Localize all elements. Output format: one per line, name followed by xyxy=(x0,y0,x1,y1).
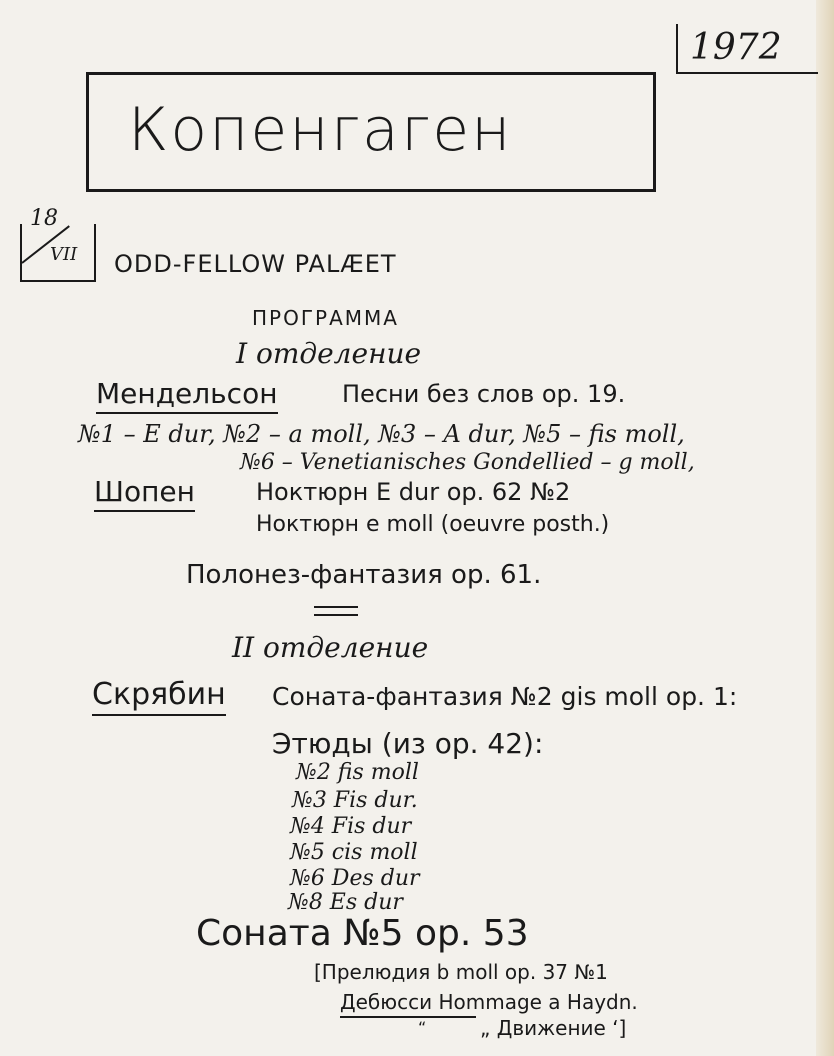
part2-heading: II отделение xyxy=(232,631,429,664)
mendelssohn-numbers-1: №1 – E dur, №2 – a moll, №3 – A dur, №5 – fis moll, xyxy=(78,420,685,448)
etude-item: №4 Fis dur xyxy=(290,814,412,839)
debussy-underline xyxy=(340,1016,476,1018)
mendelssohn-numbers-2: №6 – Venetianisches Gondellied – g moll, xyxy=(240,450,695,475)
chopin-polonaise: Полонез-фантазия op. 61. xyxy=(186,560,542,590)
work-songs-without-words: Песни без слов op. 19. xyxy=(342,380,626,408)
city-title: Копенгаген xyxy=(128,95,513,165)
composer-mendelssohn: Мендельсон xyxy=(96,380,278,408)
scriabin-sonata-fantasy: Соната-фантазия №2 gis moll op. 1: xyxy=(272,682,738,711)
scriabin-sonata-5: Соната №5 op. 53 xyxy=(196,913,529,954)
part1-heading: I отделение xyxy=(236,337,422,370)
encore-mouvement: „ Движение ‘] xyxy=(480,1016,627,1040)
etude-item: №3 Fis dur. xyxy=(292,788,418,813)
etude-item: №5 cis moll xyxy=(290,840,418,865)
composer-scriabin: Скрябин xyxy=(92,680,226,710)
etude-item: №6 Des dur xyxy=(290,866,420,891)
separator-line-1 xyxy=(314,606,358,608)
etude-item: №8 Es dur xyxy=(288,890,403,915)
ditto-mark: “ xyxy=(418,1018,427,1037)
encore-debussy: Дебюсси Hommage a Haydn. xyxy=(340,990,638,1014)
separator-line-2 xyxy=(314,614,358,616)
chopin-nocturne-2: Ноктюрн e moll (oeuvre posth.) xyxy=(256,512,610,537)
encore-prelude: [Прелюдия b moll op. 37 №1 xyxy=(314,960,608,984)
page-edge xyxy=(816,0,834,1056)
composer-chopin: Шопен xyxy=(94,478,195,506)
scriabin-etudes: Этюды (из op. 42): xyxy=(272,727,544,760)
date-day: 18 xyxy=(30,206,58,231)
year: 1972 xyxy=(690,27,782,68)
venue: ODD-FELLOW PALÆET xyxy=(114,250,397,278)
etude-item: №2 fis moll xyxy=(296,760,419,785)
chopin-nocturne-1: Ноктюрн E dur op. 62 №2 xyxy=(256,478,571,506)
program-heading: ПРОГРАММА xyxy=(252,306,399,330)
date-month: VII xyxy=(50,244,78,265)
